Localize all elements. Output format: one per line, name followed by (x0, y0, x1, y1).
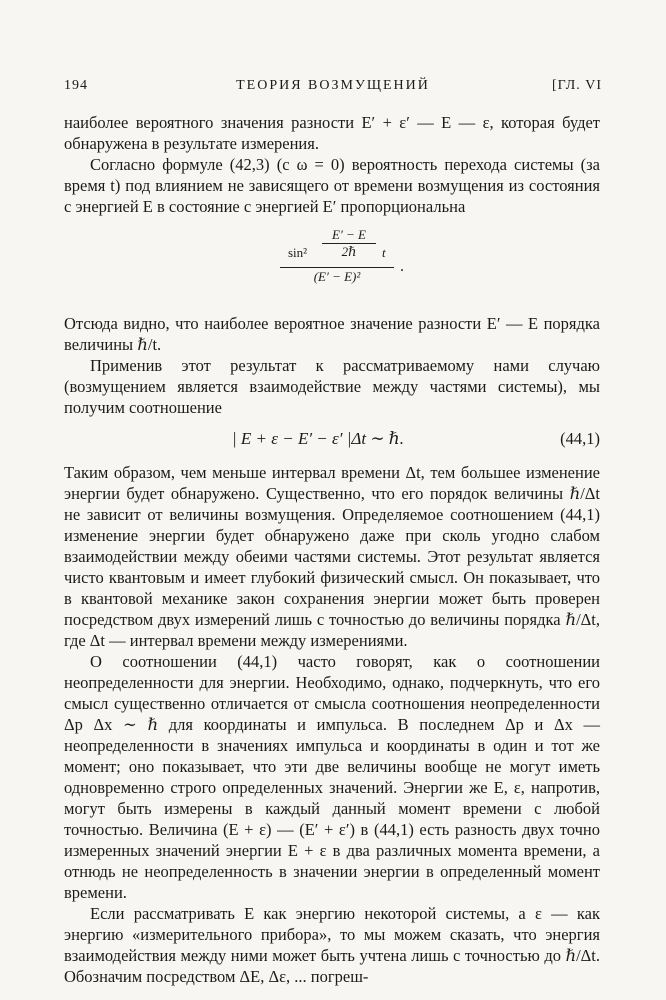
paragraph-5: Таким образом, чем меньше интервал времени Δt, тем большее изменение энергии будет обнаружено. Существенно, что его порядок величины ℏ/Δt не зависит от величины возмущения. Определяемое соотношением (44,1) изменение энергии будет обнаружено даже при сколь угодно слабом взаимодействии между обеими частями системы. Этот результат является чисто квантовым и имеет глубокий физический смысл. Он показывает, что в квантовой механике закон сохранения энергии может быть проверен посредством двух измерений лишь с точностью до величины порядка ℏ/Δt, где Δt — интервал времени между измерениями. (64, 463, 600, 650)
outer-denominator: (E′ − E)² (313, 269, 361, 284)
paragraph-1: наиболее вероятного значения разности E′ + ε′ — E — ε, которая будет обнаружена в результате измерения. (64, 113, 600, 153)
inner-denominator: 2ℏ (341, 244, 357, 259)
inner-numerator: E′ − E (322, 227, 376, 244)
equation-label: (44,1) (560, 429, 600, 448)
paragraph-4: Применив этот результат к рассматриваемому нами случаю (возмущением является взаимодействие между частями системы), мы получим соотношение (64, 356, 600, 417)
sin-squared: sin² (288, 245, 308, 260)
inner-fraction (322, 227, 376, 260)
page-number: 194 (64, 78, 88, 93)
page-header (64, 78, 602, 102)
paragraph-6: О соотношении (44,1) часто говорят, как о соотношении неопределенности для энергии. Необходимо, однако, подчеркнуть, что его смысл существенно отличается от смысла соотношения неопределенности Δp Δx ∼ ℏ для координаты и импульса. В последнем Δp и Δx — неопределенности в значениях импульса и координаты в один и тот же момент; оно показывает, что эти две величины вообще не могут иметь одновременно строго определенных значений. Энергии же E, ε, напротив, могут быть измерены в каждый данный момент времени с любой точностью. Величина (E + ε) — (E′ + ε′) в (44,1) есть разность двух точно измеренных значений энергии E + ε в два различных момента времени, а отнюдь не неопределенность в значении энергии в определенный момент времени. (64, 652, 600, 902)
paragraph-7: Если рассматривать E как энергию некоторой системы, а ε — как энергию «измерительного прибора», то мы можем сказать, что энергия взаимодействия между ними может быть учтена лишь с точностью до ℏ/Δt. Обозначим посредством ΔE, Δε, ... погреш- (64, 904, 600, 986)
running-title: ТЕОРИЯ ВОЗМУЩЕНИЙ (236, 78, 430, 93)
formula-period: . (400, 258, 404, 275)
transition-probability-formula (64, 227, 600, 301)
chapter-label: [ГЛ. VI (552, 78, 602, 93)
equation-44-1 (64, 424, 600, 454)
paragraph-3: Отсюда видно, что наиболее вероятное значение разности E′ — E порядка величины ℏ/t. (64, 314, 600, 354)
paragraph-2: Согласно формуле (42,3) (с ω = 0) вероятность перехода системы (за время t) под влиянием не зависящего от времени возмущения из состояния с энергией E в состояние с энергией E′ пропорциональна (64, 155, 600, 216)
outer-numerator (272, 227, 402, 267)
time-variable: t (382, 245, 386, 260)
equation-expression: | E + ε − E′ − ε′ |Δt ∼ ℏ. (232, 429, 405, 448)
outer-fraction (272, 227, 402, 286)
page-body (64, 112, 600, 987)
